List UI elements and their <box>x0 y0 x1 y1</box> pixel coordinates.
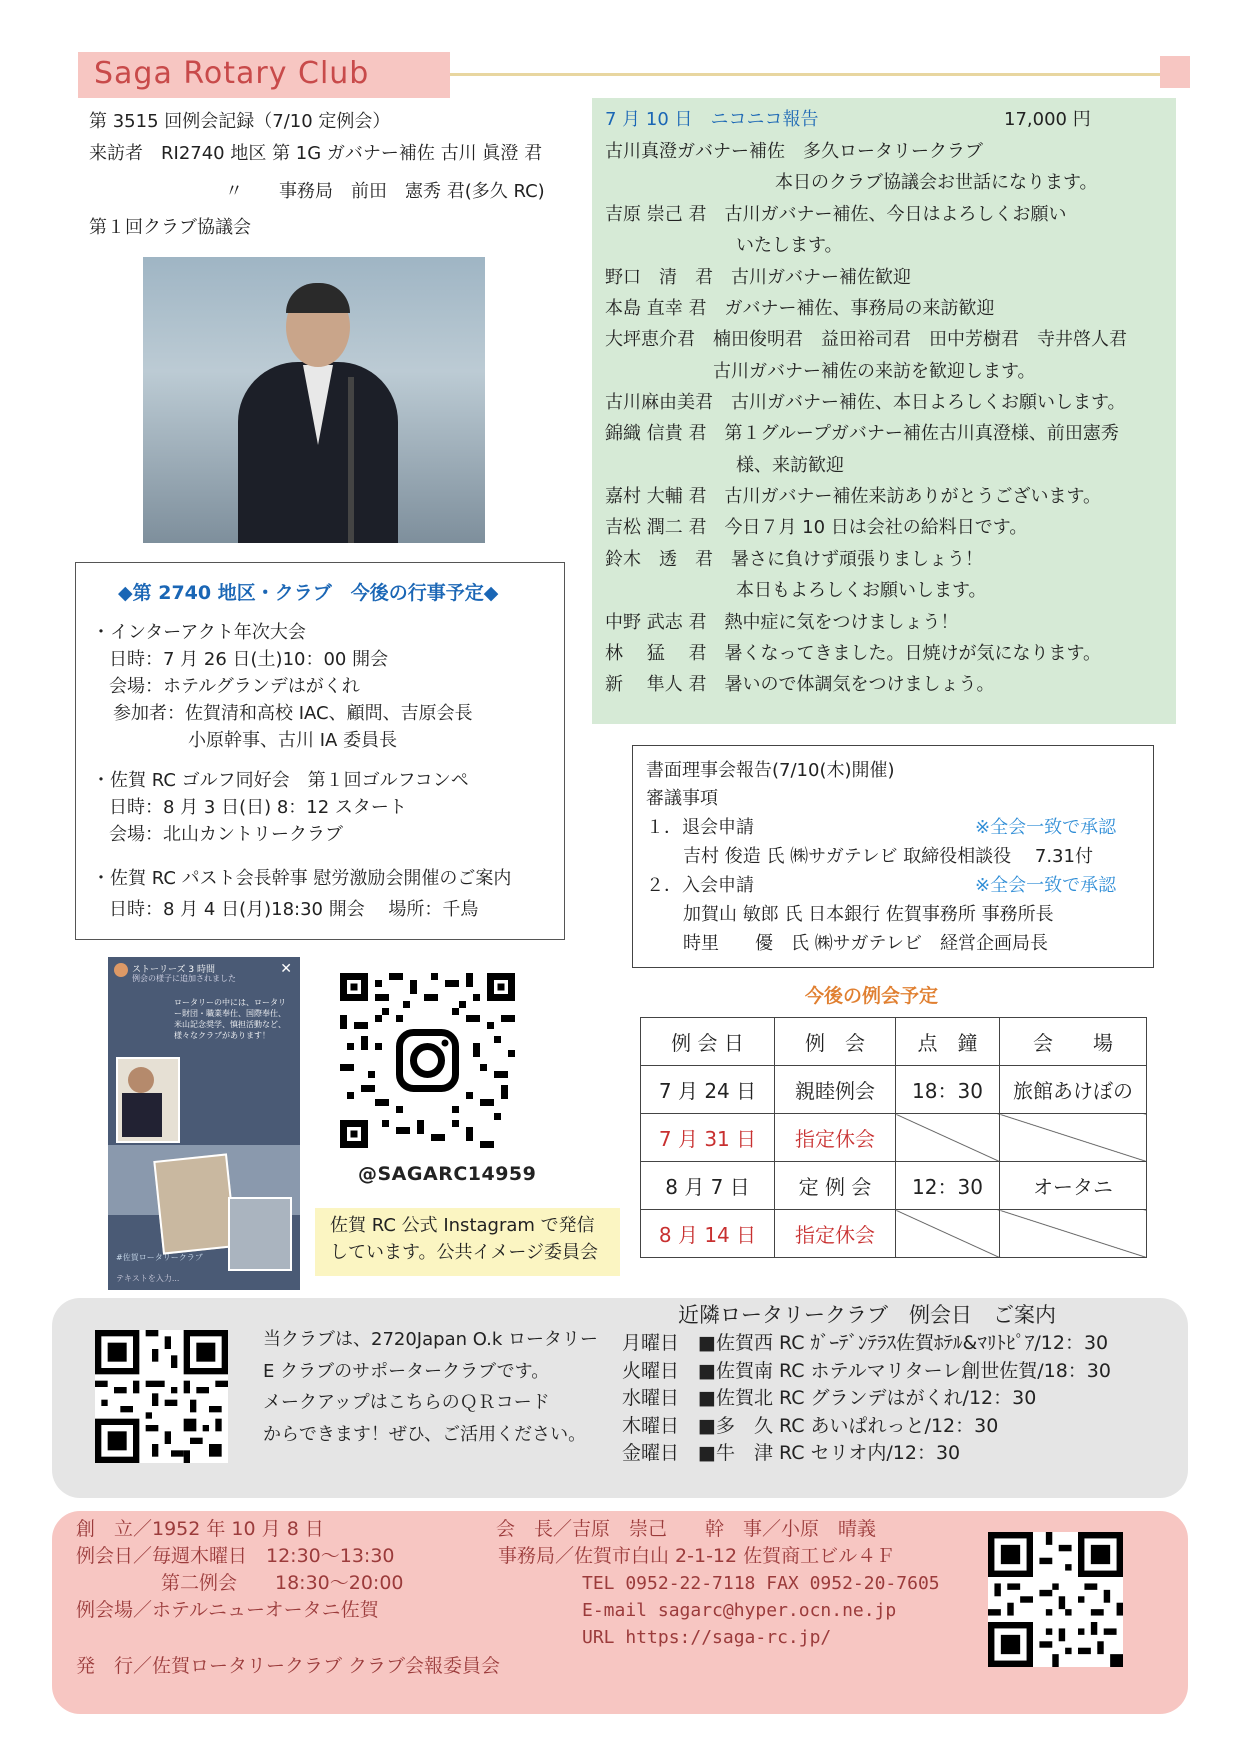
meeting-venue: オータニ <box>1000 1162 1147 1210</box>
nearby-line: 火曜日 ■佐賀南 RC ホテルマリターレ創世佐賀/18：30 <box>622 1359 1111 1382</box>
nico-line: 本日もよろしくお願いします。 <box>736 580 987 601</box>
story-text-input[interactable]: テキストを入力... <box>116 1274 180 1283</box>
nico-line: 林 猛 君 暑くなってきました。日焼けが気になります。 <box>605 643 1102 664</box>
board-report-title: 書面理事会報告(7/10(木)開催) <box>646 760 895 781</box>
instagram-note-line: 佐賀 RC 公式 Instagram で発信 <box>330 1215 595 1236</box>
meeting-record-title: 第 3515 回例会記録（7/10 定例会） <box>89 111 391 132</box>
schedule-line: 参加者：佐賀清和高校 IAC、顧問、吉原会長 <box>113 703 473 724</box>
nico-line: 中野 武志 君 熱中症に気をつけましょう！ <box>605 612 959 633</box>
schedule-line: ・インターアクト年次大会 <box>92 622 306 643</box>
club-title: Saga Rotary Club <box>94 56 370 91</box>
meetings-header: 会 場 <box>1000 1018 1147 1066</box>
schedule-line: 日時：8 月 4 日(月)18:30 開会 場所：千鳥 <box>109 899 479 920</box>
instagram-story-image <box>108 957 300 1290</box>
schedule-line: 日時：7 月 26 日(土)10：00 開会 <box>109 649 389 670</box>
meeting-venue-empty <box>1000 1210 1147 1258</box>
nearby-title: 近隣ロータリークラブ 例会日 ご案内 <box>678 1303 1056 1327</box>
meetings-title: 今後の例会予定 <box>805 985 939 1007</box>
meeting-date: 7 月 31 日 <box>641 1114 775 1162</box>
footer-office: 事務局／佐賀市白山 2-1-12 佐賀商工ビル４Ｆ <box>498 1545 896 1567</box>
nearby-line: 水曜日 ■佐賀北 RC グランデはがくれ/12：30 <box>622 1387 1037 1409</box>
nico-line: 大坪恵介君 楠田俊明君 益田裕司君 田中芳樹君 寺井啓人君 <box>605 329 1127 350</box>
table-row <box>641 1162 1147 1210</box>
meetings-header: 点 鐘 <box>896 1018 1000 1066</box>
nico-line: 本日のクラブ協議会お世話になります。 <box>775 172 1098 193</box>
nico-line: 吉原 崇己 君 古川ガバナー補佐、今日はよろしくお願い <box>605 204 1067 225</box>
board-approval-2: ※全会一致で承認 <box>975 875 1117 896</box>
schedule-line: 会場：ホテルグランデはがくれ <box>109 676 360 697</box>
instagram-qr-code <box>340 973 515 1148</box>
instagram-handle[interactable]: @SAGARC14959 <box>358 1163 537 1185</box>
nearby-line: 金曜日 ■牛 津 RC セリオ内/12：30 <box>622 1442 961 1464</box>
meetings-table <box>640 1017 1147 1258</box>
footer-officers: 会 長／吉原 崇己 幹 事／小原 晴義 <box>496 1518 877 1540</box>
footer-tel: TEL 0952-22-7118 FAX 0952-20-7605 <box>582 1573 940 1594</box>
meeting-time: 18：30 <box>896 1066 1000 1114</box>
eclub-line: E クラブのサポータークラブです。 <box>263 1360 550 1382</box>
footer-meeting-day: 例会日／毎週木曜日 12:30～13:30 <box>76 1545 395 1567</box>
nearby-line: 木曜日 ■多 久 RC あいぱれっと/12：30 <box>622 1414 999 1437</box>
nico-line: 古川真澄ガバナー補佐 多久ロータリークラブ <box>605 141 983 162</box>
schedule-line: 日時：8 月 3 日(日) 8：12 スタート <box>109 797 407 818</box>
eclub-line: メークアップはこちらのＱＲコード <box>263 1392 550 1413</box>
story-hashtag: #佐賀ロータリークラブ <box>116 1253 203 1262</box>
meeting-time: 12：30 <box>896 1162 1000 1210</box>
nico-line: 古川麻由美君 古川ガバナー補佐、本日よろしくお願いします。 <box>605 392 1126 413</box>
eclub-line: 当クラブは、2720Japan O.k ロータリー <box>263 1329 599 1350</box>
meetings-header: 例 会 日 <box>641 1018 775 1066</box>
meeting-time-empty <box>896 1114 1000 1162</box>
table-row <box>641 1114 1147 1162</box>
instagram-note-line: しています。公共イメージ委員会 <box>330 1242 599 1263</box>
table-row <box>641 1066 1147 1114</box>
meeting-time-empty <box>896 1210 1000 1258</box>
eclub-text <box>263 1324 598 1450</box>
club-council-label: 第１回クラブ協議会 <box>89 217 251 238</box>
schedule-line: ・佐賀 RC パスト会長幹事 慰労激励会開催のご案内 <box>92 868 512 889</box>
nearby-line: 月曜日 ■佐賀西 RC ｶﾞｰﾃﾞﾝﾃﾗｽ佐賀ﾎﾃﾙ&ﾏﾘﾄﾋﾟｱ/12：30 <box>622 1332 1109 1354</box>
board-item-1-detail: 吉村 俊造 氏 ㈱サガテレビ 取締役相談役 7.31付 <box>683 846 1093 867</box>
meeting-type: 指定休会 <box>775 1210 896 1258</box>
nico-line: 新 隼人 君 暑いので体調気をつけましょう。 <box>605 674 995 695</box>
footer-email[interactable]: E-mail sagarc@hyper.ocn.ne.jp <box>582 1600 897 1621</box>
nico-line: 野口 清 君 古川ガバナー補佐歓迎 <box>605 267 911 288</box>
meetings-header: 例 会 <box>775 1018 896 1066</box>
board-item-2: ２．入会申請 <box>646 875 754 896</box>
board-approval-1: ※全会一致で承認 <box>975 817 1117 838</box>
events-schedule-title: ◆第 2740 地区・クラブ 今後の行事予定◆ <box>118 582 499 604</box>
board-item-2-detail-1: 加賀山 敏郎 氏 日本銀行 佐賀事務所 事務所長 <box>683 904 1054 925</box>
nico-line: いたします。 <box>736 235 843 256</box>
nico-line: 吉松 潤二 君 今日７月 10 日は会社の給料日です。 <box>605 517 1028 538</box>
nico-line: 嘉村 大輔 君 古川ガバナー補佐来訪ありがとうございます。 <box>605 486 1102 507</box>
visitor-line-2: 〃 事務局 前田 憲秀 君(多久 RC) <box>225 181 545 202</box>
instagram-icon <box>414 1042 415 1043</box>
visitor-line-1: 来訪者 RI2740 地区 第 1G ガバナー補佐 古川 眞澄 君 <box>89 143 543 164</box>
footer-venue: 例会場／ホテルニューオータニ佐賀 <box>76 1599 379 1621</box>
footer-founded: 創 立／1952 年 10 月 8 日 <box>76 1518 324 1540</box>
nico-line: 鈴木 透 君 暑さに負けず頑張りましょう！ <box>605 549 983 570</box>
header-square <box>1160 56 1190 88</box>
nico-line: 本島 直幸 君 ガバナー補佐、事務局の来訪歓迎 <box>605 298 995 319</box>
meeting-photo <box>143 257 485 543</box>
header-rule <box>450 73 1160 76</box>
story-sub: 例会の様子に追加されました <box>132 974 236 983</box>
nico-line: 錦織 信貴 君 第１グループガバナー補佐古川真澄様、前田憲秀 <box>605 423 1119 444</box>
nico-report-amount: 17,000 円 <box>1004 109 1091 130</box>
schedule-line: ・佐賀 RC ゴルフ同好会 第１回ゴルフコンペ <box>92 770 469 791</box>
schedule-line: 小原幹事、古川 IA 委員長 <box>188 730 398 751</box>
nico-line: 古川ガバナー補佐の来訪を歓迎します。 <box>713 361 1036 382</box>
footer-qr-code <box>988 1532 1123 1667</box>
nico-report-title: 7 月 10 日 ニコニコ報告 <box>605 109 819 130</box>
table-row <box>641 1210 1147 1258</box>
meeting-type: 定 例 会 <box>775 1162 896 1210</box>
story-title: ストーリーズ 3 時間 <box>132 965 215 975</box>
board-item-2-detail-2: 時里 優 氏 ㈱サガテレビ 経営企画局長 <box>683 933 1048 954</box>
nearby-list <box>622 1330 1111 1468</box>
nico-line: 様、来訪歓迎 <box>736 455 844 476</box>
meeting-type: 親睦例会 <box>775 1066 896 1114</box>
eclub-line: からできます！ぜひ、ご活用ください。 <box>263 1423 587 1445</box>
board-item-1: １．退会申請 <box>646 817 754 838</box>
schedule-line: 会場：北山カントリークラブ <box>109 824 343 845</box>
close-icon[interactable]: ✕ <box>280 961 292 977</box>
footer-publisher: 発 行／佐賀ロータリークラブ クラブ会報委員会 <box>76 1655 501 1677</box>
meeting-date: 8 月 7 日 <box>641 1162 775 1210</box>
footer-url[interactable]: URL https://saga-rc.jp/ <box>582 1627 832 1648</box>
eclub-qr-code <box>95 1330 228 1463</box>
footer-second-meeting: 第二例会 18:30～20:00 <box>161 1572 404 1594</box>
meeting-type: 指定休会 <box>775 1114 896 1162</box>
story-body: ロータリーの中には、ロータリー財団・職業奉仕、国際奉仕、米山記念奨学、慎担活動など、様々なクラブがあります！ <box>174 998 286 1040</box>
meeting-venue-empty <box>1000 1114 1147 1162</box>
meeting-date: 8 月 14 日 <box>641 1210 775 1258</box>
board-report-sub: 審議事項 <box>646 788 718 809</box>
meeting-date: 7 月 24 日 <box>641 1066 775 1114</box>
meeting-venue: 旅館あけぼの <box>1000 1066 1147 1114</box>
